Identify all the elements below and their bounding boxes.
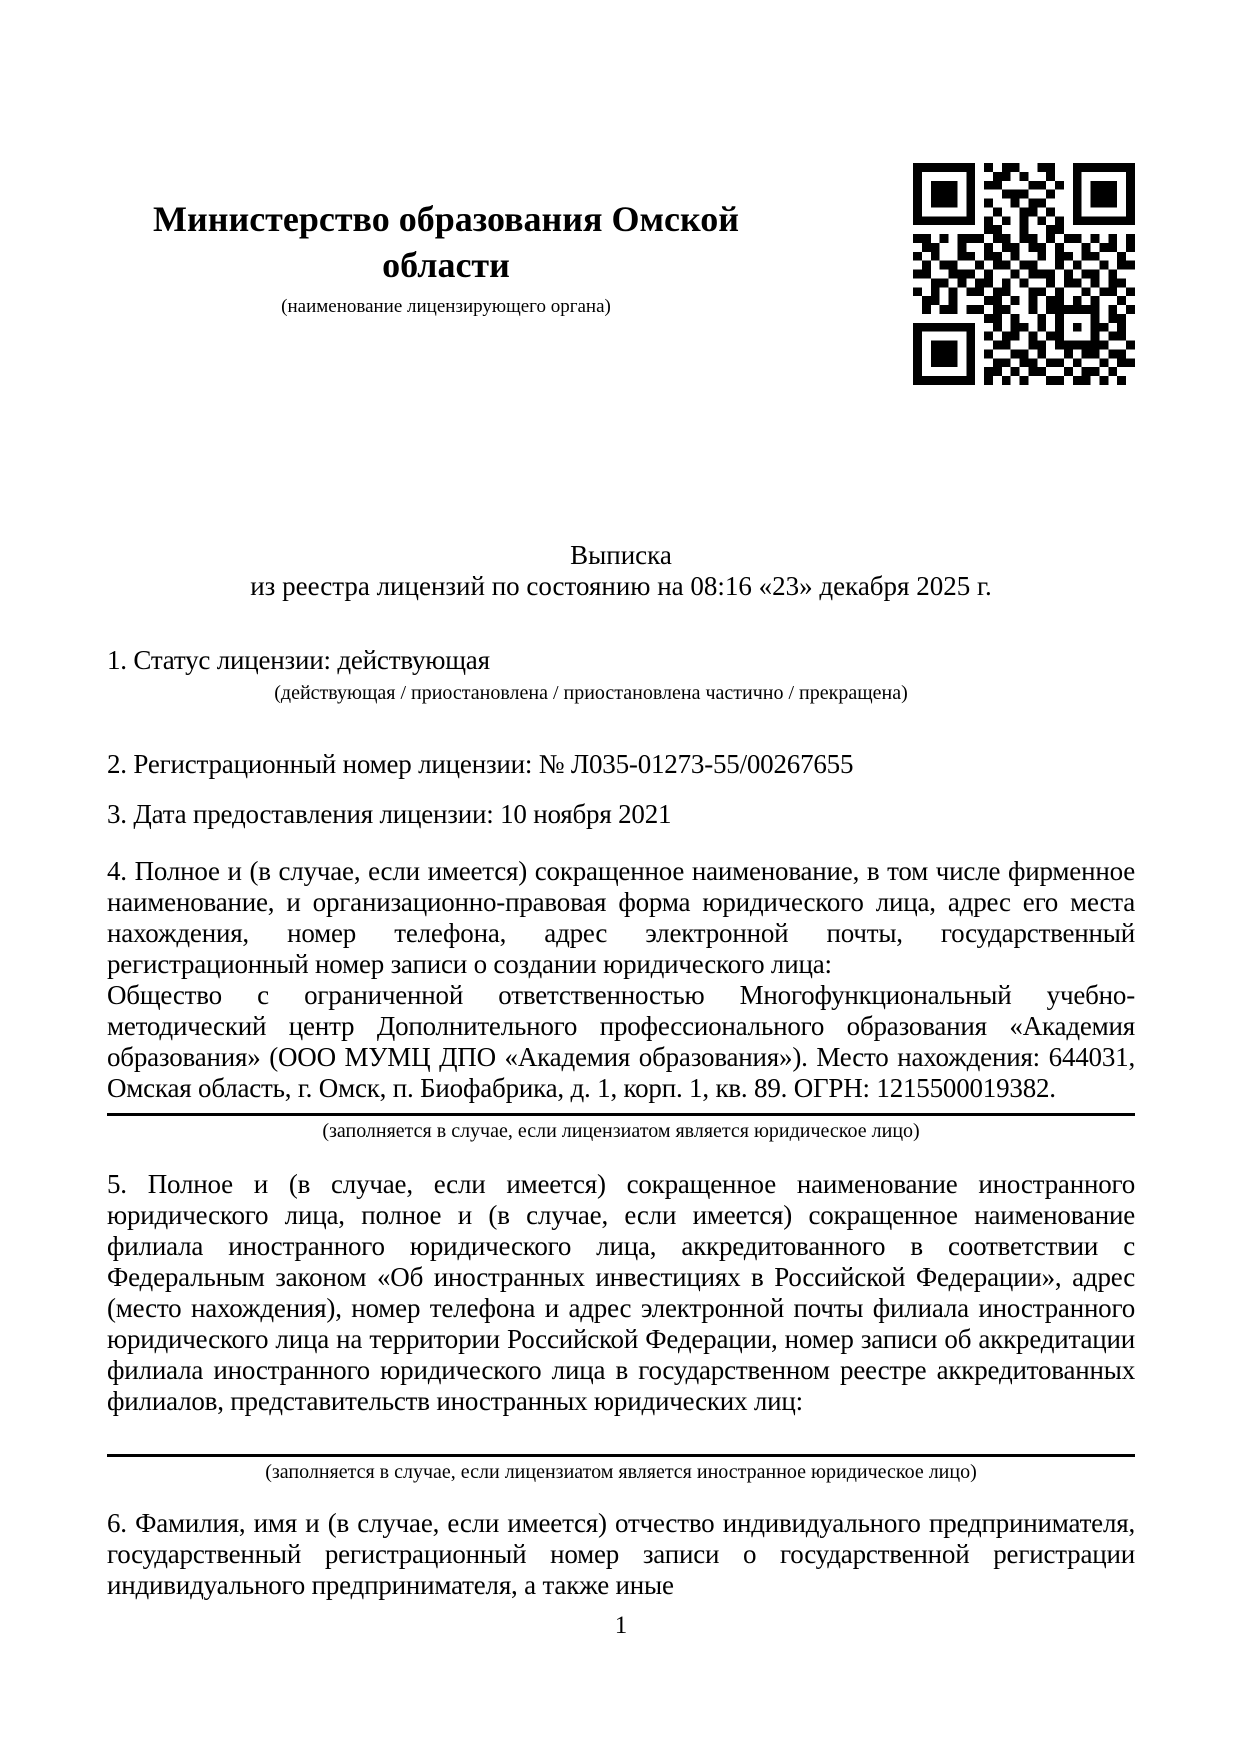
document-header: [107, 0, 1135, 388]
item4-legal-entity-value: Общество с ограниченной ответственностью Многофункциональный учебно-методический центр Дополнительного профессионального образования «Академия образования» (ООО МУМЦ ДПО «Академия образования»). Место нахождения: 644031, Омская область, г. Омск, п. Биофабрика, д. 1, корп. 1, кв. 89. ОГРН: 1215500019382.: [107, 980, 1135, 1103]
subject-subtitle: из реестра лицензий по состоянию на 08:16 «23» декабря 2025 г.: [250, 571, 992, 601]
license-status-caption: (действующая / приостановлена / приостановлена частично / прекращена): [274, 682, 908, 704]
item6-entrepreneur-prompt: 6. Фамилия, имя и (в случае, если имеется) отчество индивидуального предпринимателя, государственный регистрационный номер записи о государственной регистрации индивидуального предпринимателя, а также иные: [107, 1508, 1135, 1600]
licensing-authority-caption: (наименование лицензирующего органа): [281, 296, 611, 317]
item5-divider-line: [107, 1454, 1135, 1457]
qr-code: [913, 163, 1135, 385]
subject-title: Выписка: [570, 540, 672, 570]
license-status-line: 1. Статус лицензии: действующая: [107, 645, 490, 675]
licensing-authority-block: [107, 0, 785, 318]
item5-foreign-entity-prompt: 5. Полное и (в случае, если имеется) сокращенное наименование иностранного юридического лица, полное и (в случае, если имеется) сокращенное наименование филиала иностранного юридического лица, аккредитованного в соответствии с Федеральным законом «Об иностранных инвестициях в Российской Федерации», адрес (место нахождения), номер телефона и адрес электронной почты филиала иностранного юридического лица на территории Российской Федерации, номер записи об аккредитации филиала иностранного юридического лица в государственном реестре аккредитованных филиалов, представительств иностранных юридических лиц:: [107, 1169, 1135, 1416]
license-grant-date-line: 3. Дата предоставления лицензии: 10 ноября 2021: [107, 799, 672, 829]
item4-legal-entity-prompt: 4. Полное и (в случае, если имеется) сокращенное наименование, в том числе фирменное наименование, и организационно-правовая форма юридического лица, адрес его места нахождения, номер телефона, адрес электронной почты, государственный регистрационный номер записи о создании юридического лица:: [107, 856, 1135, 979]
document-subject: [107, 540, 1135, 602]
licensing-authority-title: Министерство образования Омской области: [152, 199, 740, 285]
item4-fill-caption: (заполняется в случае, если лицензиатом является юридическое лицо): [322, 1120, 920, 1142]
item5-fill-caption: (заполняется в случае, если лицензиатом является иностранное юридическое лицо): [265, 1461, 977, 1483]
page-number: 1: [614, 1612, 628, 1639]
license-registration-number-line: 2. Регистрационный номер лицензии: № Л035-01273-55/00267655: [107, 749, 854, 779]
item4-divider-line: [107, 1113, 1135, 1116]
